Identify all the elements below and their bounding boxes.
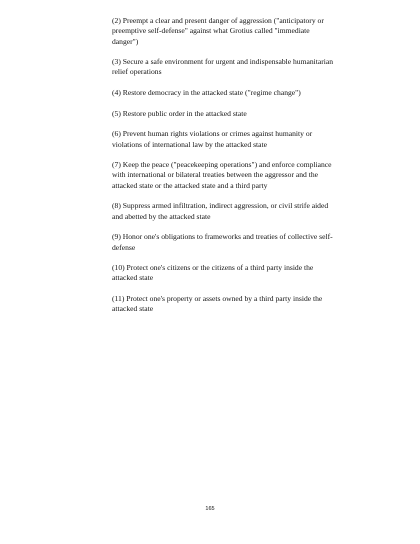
list-item: (9) Honor one's obligations to frameworks and treaties of collective self-defense bbox=[112, 232, 333, 252]
list-item: (6) Prevent human rights violations or crimes against humanity or violations of international law by the attacked state bbox=[112, 129, 313, 149]
list-item: (8) Suppress armed infiltration, indirect aggression, or civil strife aided and abetted by the attacked state bbox=[112, 201, 329, 221]
justification-list bbox=[112, 16, 334, 325]
list-item: (11) Protect one's property or assets owned by a third party inside the attacked state bbox=[112, 294, 323, 314]
list-item: (3) Secure a safe environment for urgent and indispensable humanitarian relief operations bbox=[112, 57, 334, 77]
list-item: (7) Keep the peace ("peacekeeping operations") and enforce compliance with international or bilateral treaties between the aggressor and the attacked state or the attacked state and a third party bbox=[112, 160, 332, 190]
list-item: (2) Preempt a clear and present danger of aggression ("anticipatory or preemptive self-defense" against what Grotius called "immediate danger") bbox=[112, 16, 324, 46]
list-item: (5) Restore public order in the attacked state bbox=[112, 108, 247, 118]
list-item: (4) Restore democracy in the attacked state ("regime change") bbox=[112, 88, 301, 98]
list-item: (10) Protect one's citizens or the citizens of a third party inside the attacked state bbox=[112, 263, 314, 283]
page-number: 165 bbox=[205, 506, 215, 512]
